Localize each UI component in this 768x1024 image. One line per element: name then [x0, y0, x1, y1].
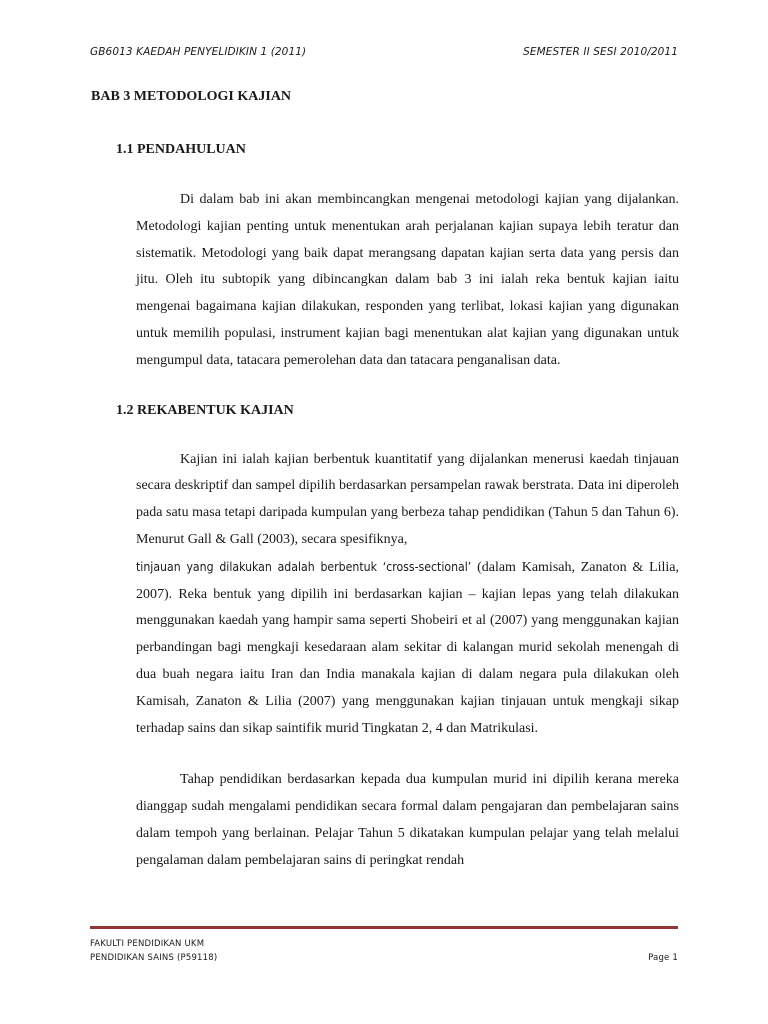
- footer-divider: [90, 926, 678, 929]
- page-number: Page 1: [648, 953, 678, 963]
- paragraph-rekabentuk-sans-phrase: tinjauan yang dilakukan adalah berbentuk ‘cross-sectional’: [136, 559, 472, 574]
- paragraph-tahap-pendidikan: Tahap pendidikan berdasarkan kepada dua kumpulan murid ini dipilih kerana mereka dianggap sudah mengalami pendidikan secara formal dalam pengajaran dan pembelajaran sains dalam tempoh yang berlainan. Pelajar Tahun 5 dikatakan kumpulan pelajar yang telah melalui pengalaman dalam pembelajaran sains di peringkat rendah: [136, 772, 679, 868]
- header-course-title: GB6013 KAEDAH PENYELIDIKIN 1 (2011): [90, 46, 307, 58]
- footer-program: PENDIDIKAN SAINS (P59118): [90, 953, 218, 963]
- paragraph-rekabentuk-part2: (dalam Kamisah, Zanaton & Lilia, 2007). Reka bentuk yang dipilih ini berdasarkan kajian – kajian lepas yang telah dilakukan menggunakan kaedah yang hampir sama seperti Shobeiri et al (2007) yang menggunakan kajian perbandingan bagi mengkaji kesedaraan alam sekitar di kalangan murid sekolah menengah di dua buah negara iaitu Iran dan India manakala kajian di dalam negara pula dilakukan oleh Kamisah, Zanaton & Lilia (2007) yang menggunakan kajian tinjauan untuk mengkaji sikap terhadap sains dan sikap saintifik murid Tingkatan 2, 4 dan Matrikulasi.: [136, 559, 680, 736]
- paragraph-rekabentuk: [136, 447, 679, 743]
- chapter-title: BAB 3 METODOLOGI KAJIAN: [91, 89, 292, 104]
- paragraph-pendahuluan: Di dalam bab ini akan membincangkan mengenai metodologi kajian yang dijalankan. Metodologi kajian penting untuk menentukan arah perjalanan kajian supaya lebih teratur dan sistematik. Metodologi yang baik dapat merangsang dapatan kajian serta data yang persis dan jitu. Oleh itu subtopik yang dibincangkan dalam bab 3 ini ialah reka bentuk kajian iaitu mengenai bagaimana kajian dilakukan, responden yang terlibat, lokasi kajian yang digunakan untuk memilih populasi, instrument kajian bagi menentukan alat kajian yang digunakan untuk mengumpul data, tatacara pemerolehan data dan tatacara penganalisan data.: [136, 192, 679, 368]
- header-semester: SEMESTER II SESI 2010/2011: [523, 46, 678, 58]
- page-footer: [90, 937, 678, 965]
- document-body: [91, 89, 679, 875]
- footer-faculty: FAKULTI PENDIDIKAN UKM: [90, 939, 205, 949]
- section-title-pendahuluan: 1.1 PENDAHULUAN: [116, 142, 246, 157]
- paragraph-rekabentuk-part1: Kajian ini ialah kajian berbentuk kuantitatif yang dijalankan menerusi kaedah tinjauan secara deskriptif dan sampel dipilih berdasarkan persampelan rawak berstrata. Data ini diperoleh pada satu masa tetapi daripada kumpulan yang berbeza tahap pendidikan (Tahun 5 dan Tahun 6). Menurut Gall & Gall (2003), secara spesifiknya,: [136, 451, 679, 547]
- section-title-rekabentuk: 1.2 REKABENTUK KAJIAN: [116, 402, 294, 418]
